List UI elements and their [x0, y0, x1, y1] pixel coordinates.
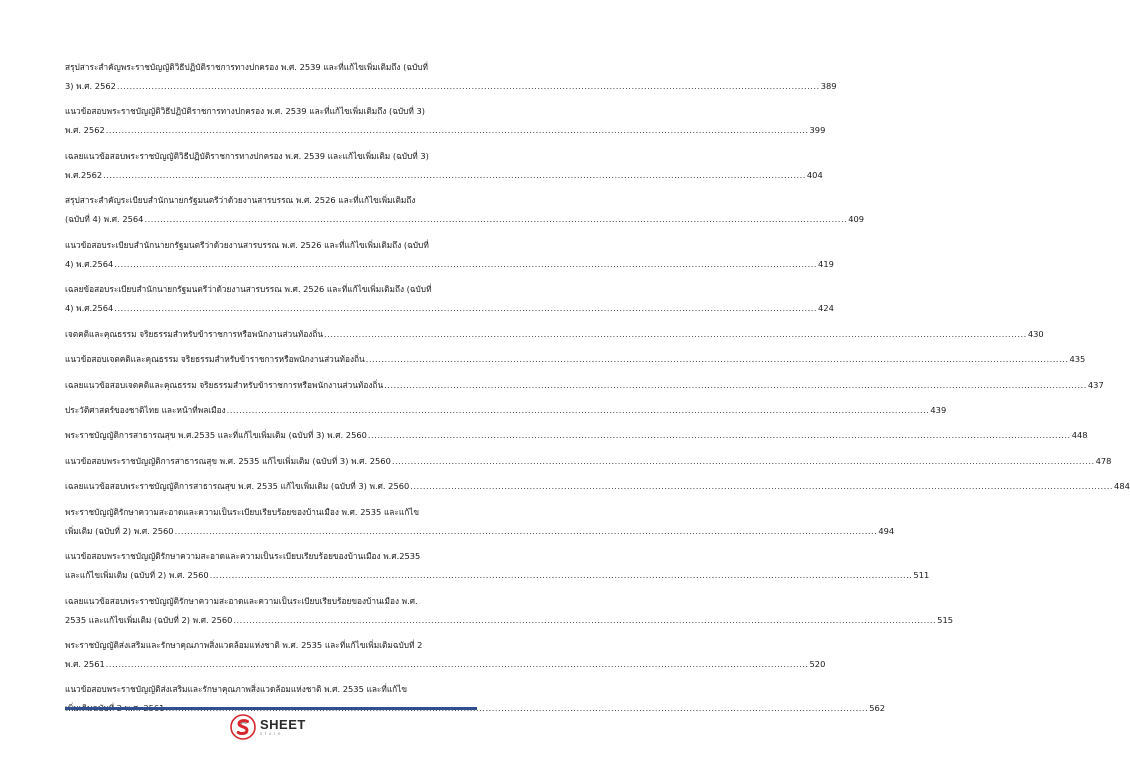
- toc-entry-title-line: เฉลยแนวข้อสอบพระราชบัญญัติรักษาความสะอาดและความเป็นระเบียบเรียบร้อยของบ้านเมือง พ.ศ.: [65, 595, 418, 606]
- toc-entry-title: 4) พ.ศ.2564: [65, 303, 114, 314]
- dot-leader: [384, 376, 1087, 395]
- toc-entry-leader-line: [65, 121, 826, 140]
- toc-entry[interactable]: [65, 280, 834, 318]
- brand-name: SHEET: [260, 716, 306, 732]
- toc-entry-title: เฉลยแนวข้อสอบเจตคติและคุณธรรม จริยธรรมสำหรับข้าราชการหรือพนักงานส่วนท้องถิ่น: [65, 379, 384, 390]
- toc-page-number: 389: [820, 81, 837, 91]
- footer-divider: [65, 707, 477, 710]
- toc-page-number: 478: [1095, 455, 1112, 466]
- dot-leader: [106, 655, 809, 674]
- dot-leader: [366, 350, 1069, 369]
- toc-entry-title: แนวข้อสอบเจตคติและคุณธรรม จริยธรรมสำหรับข้าราชการหรือพนักงานส่วนท้องถิ่น: [65, 354, 365, 365]
- toc-entry[interactable]: [65, 191, 865, 229]
- toc-entry[interactable]: [65, 547, 930, 585]
- toc-entry-leader-line: [65, 255, 834, 274]
- toc-entry-leader-line: [65, 401, 947, 420]
- toc-page-number: 437: [1087, 379, 1104, 390]
- toc-page-number: 494: [878, 525, 895, 536]
- toc-entry[interactable]: [65, 452, 1112, 471]
- toc-entry-title: ประวัติศาสตร์ของชาติไทย และหน้าที่พลเมือง: [65, 404, 226, 415]
- toc-entry-title: เพิ่มเติม (ฉบับที่ 2) พ.ศ. 2560: [65, 525, 174, 536]
- toc-entry[interactable]: [65, 376, 1104, 395]
- dot-leader: [324, 325, 1027, 344]
- dot-leader: [368, 426, 1071, 445]
- toc-entry-leader-line: [65, 611, 954, 630]
- toc-entry-title: พ.ศ. 2562: [65, 125, 105, 136]
- dot-leader: [210, 566, 913, 585]
- dot-leader: [114, 255, 817, 274]
- toc-page-number: 520: [809, 659, 826, 669]
- dot-leader: [114, 299, 817, 318]
- toc-entry-leader-line: [65, 566, 930, 585]
- toc-entry-leader-line: [65, 325, 1044, 344]
- toc-entry-title-line: สรุปสาระสำคัญระเบียบสำนักนายกรัฐมนตรีว่าด้วยงานสารบรรณ พ.ศ. 2526 และที่แก้ไขเพิ่มเติมถึง: [65, 195, 416, 206]
- toc-entry-title-line: สรุปสาระสำคัญพระราชบัญญัติวิธีปฏิบัติราชการทางปกครอง พ.ศ. 2539 และที่แก้ไขเพิ่มเติมถึง (ฉบับที่: [65, 62, 428, 72]
- toc-page-number: 399: [809, 125, 826, 136]
- brand-logo: [230, 714, 306, 740]
- toc-entry-title: พ.ศ.2562: [65, 169, 103, 180]
- toc-page-number: 511: [913, 570, 930, 581]
- toc-page-number: 419: [818, 258, 834, 269]
- toc-entry-title-line: แนวข้อสอบพระราชบัญญัติส่งเสริมและรักษาคุณภาพสิ่งแวดล้อมแห่งชาติ พ.ศ. 2535 และที่แก้ไข: [65, 684, 408, 695]
- table-of-contents: [65, 58, 1130, 725]
- dot-leader: [106, 121, 809, 140]
- toc-entry-title-line: พระราชบัญญัติส่งเสริมและรักษาคุณภาพสิ่งแวดล้อมแห่งชาติ พ.ศ. 2535 และที่แก้ไขเพิ่มเติมฉบับที่ 2: [65, 640, 423, 650]
- toc-entry-leader-line: [65, 350, 1086, 369]
- toc-entry[interactable]: [65, 325, 1044, 344]
- toc-entry[interactable]: [65, 350, 1086, 369]
- toc-entry-title-line: เฉลยแนวข้อสอบพระราชบัญญัติวิธีปฏิบัติราชการทางปกครอง พ.ศ. 2539 และแก้ไขเพิ่มเติม (ฉบับที่ 3): [65, 150, 429, 161]
- toc-entry-title: 4) พ.ศ.2564: [65, 258, 114, 269]
- toc-entry[interactable]: [65, 401, 947, 420]
- toc-entry-leader-line: [65, 477, 1130, 496]
- toc-entry[interactable]: [65, 102, 826, 140]
- toc-entry[interactable]: [65, 426, 1088, 445]
- toc-entry-title: แนวข้อสอบพระราชบัญญัติการสาธารณสุข พ.ศ. 2535 แก้ไขเพิ่มเติม (ฉบับที่ 3) พ.ศ. 2560: [65, 455, 391, 466]
- toc-entry[interactable]: [65, 236, 834, 274]
- toc-entry-leader-line: [65, 426, 1088, 445]
- toc-page-number: 409: [848, 214, 865, 225]
- toc-entry-title: 2535 และแก้ไขเพิ่มเติม (ฉบับที่ 2) พ.ศ. 2560: [65, 614, 233, 625]
- toc-entry-leader-line: [65, 77, 837, 96]
- toc-page-number: 448: [1071, 430, 1088, 441]
- dot-leader: [144, 210, 847, 229]
- toc-entry-title-line: แนวข้อสอบพระราชบัญญัติรักษาความสะอาดและความเป็นระเบียบเรียบร้อยของบ้านเมือง พ.ศ.2535: [65, 551, 421, 562]
- dot-leader: [103, 166, 806, 185]
- toc-entry-title: 3) พ.ศ. 2562: [65, 81, 116, 91]
- toc-entry-title: เจตคติและคุณธรรม จริยธรรมสำหรับข้าราชการหรือพนักงานส่วนท้องถิ่น: [65, 328, 324, 339]
- toc-entry-title-line: แนวข้อสอบระเบียบสำนักนายกรัฐมนตรีว่าด้วยงานสารบรรณ พ.ศ. 2526 และที่แก้ไขเพิ่มเติมถึง (ฉบับที่: [65, 239, 429, 250]
- toc-entry[interactable]: [65, 477, 1130, 496]
- toc-page-number: 484: [1114, 481, 1130, 492]
- toc-entry-leader-line: [65, 376, 1104, 395]
- toc-entry[interactable]: [65, 680, 886, 718]
- sheet-logo-icon: [230, 714, 256, 740]
- toc-entry[interactable]: [65, 592, 954, 630]
- toc-entry-title: เฉลยแนวข้อสอบพระราชบัญญัติการสาธารณสุข พ.ศ. 2535 แก้ไขเพิ่มเติม (ฉบับที่ 3) พ.ศ. 2560: [65, 481, 410, 492]
- toc-entry[interactable]: [65, 636, 826, 674]
- dot-leader: [410, 477, 1113, 496]
- brand-subtitle: store: [260, 730, 284, 736]
- toc-entry-title: และแก้ไขเพิ่มเติม (ฉบับที่ 2) พ.ศ. 2560: [65, 570, 209, 581]
- toc-entry[interactable]: [65, 147, 823, 185]
- toc-entry-leader-line: [65, 210, 865, 229]
- toc-entry[interactable]: [65, 58, 837, 96]
- toc-entry-title: พระราชบัญญัติการสาธารณสุข พ.ศ.2535 และที่แก้ไขเพิ่มเติม (ฉบับที่ 3) พ.ศ. 2560: [65, 430, 367, 441]
- dot-leader: [175, 522, 878, 541]
- toc-entry-title-line: แนวข้อสอบพระราชบัญญัติวิธีปฏิบัติราชการทางปกครอง พ.ศ. 2539 และที่แก้ไขเพิ่มเติมถึง (ฉบับที่ 3): [65, 106, 426, 117]
- toc-entry-title-line: เฉลยข้อสอบระเบียบสำนักนายกรัฐมนตรีว่าด้วยงานสารบรรณ พ.ศ. 2526 และที่แก้ไขเพิ่มเติมถึง (ฉบับที่: [65, 284, 432, 295]
- toc-entry-leader-line: [65, 655, 826, 674]
- dot-leader: [233, 611, 936, 630]
- toc-page-number: 562: [869, 703, 886, 714]
- toc-entry-leader-line: [65, 522, 895, 541]
- toc-entry-leader-line: [65, 166, 823, 185]
- toc-entry-title: (ฉบับที่ 4) พ.ศ. 2564: [65, 214, 144, 225]
- toc-entry-title: พ.ศ. 2561: [65, 659, 105, 669]
- toc-entry[interactable]: [65, 503, 895, 541]
- dot-leader: [117, 77, 820, 96]
- toc-page-number: 515: [937, 614, 954, 625]
- toc-entry-title-line: พระราชบัญญัติรักษาความสะอาดและความเป็นระเบียบเรียบร้อยของบ้านเมือง พ.ศ. 2535 และแก้ไข: [65, 506, 420, 517]
- toc-entry-leader-line: [65, 299, 834, 318]
- toc-page-number: 424: [818, 303, 834, 314]
- toc-entry-leader-line: [65, 452, 1112, 471]
- toc-page-number: 435: [1069, 354, 1086, 365]
- toc-page-number: 404: [806, 169, 823, 180]
- dot-leader: [392, 452, 1095, 471]
- toc-page-number: 439: [930, 404, 947, 415]
- dot-leader: [227, 401, 930, 420]
- toc-page-number: 430: [1027, 328, 1044, 339]
